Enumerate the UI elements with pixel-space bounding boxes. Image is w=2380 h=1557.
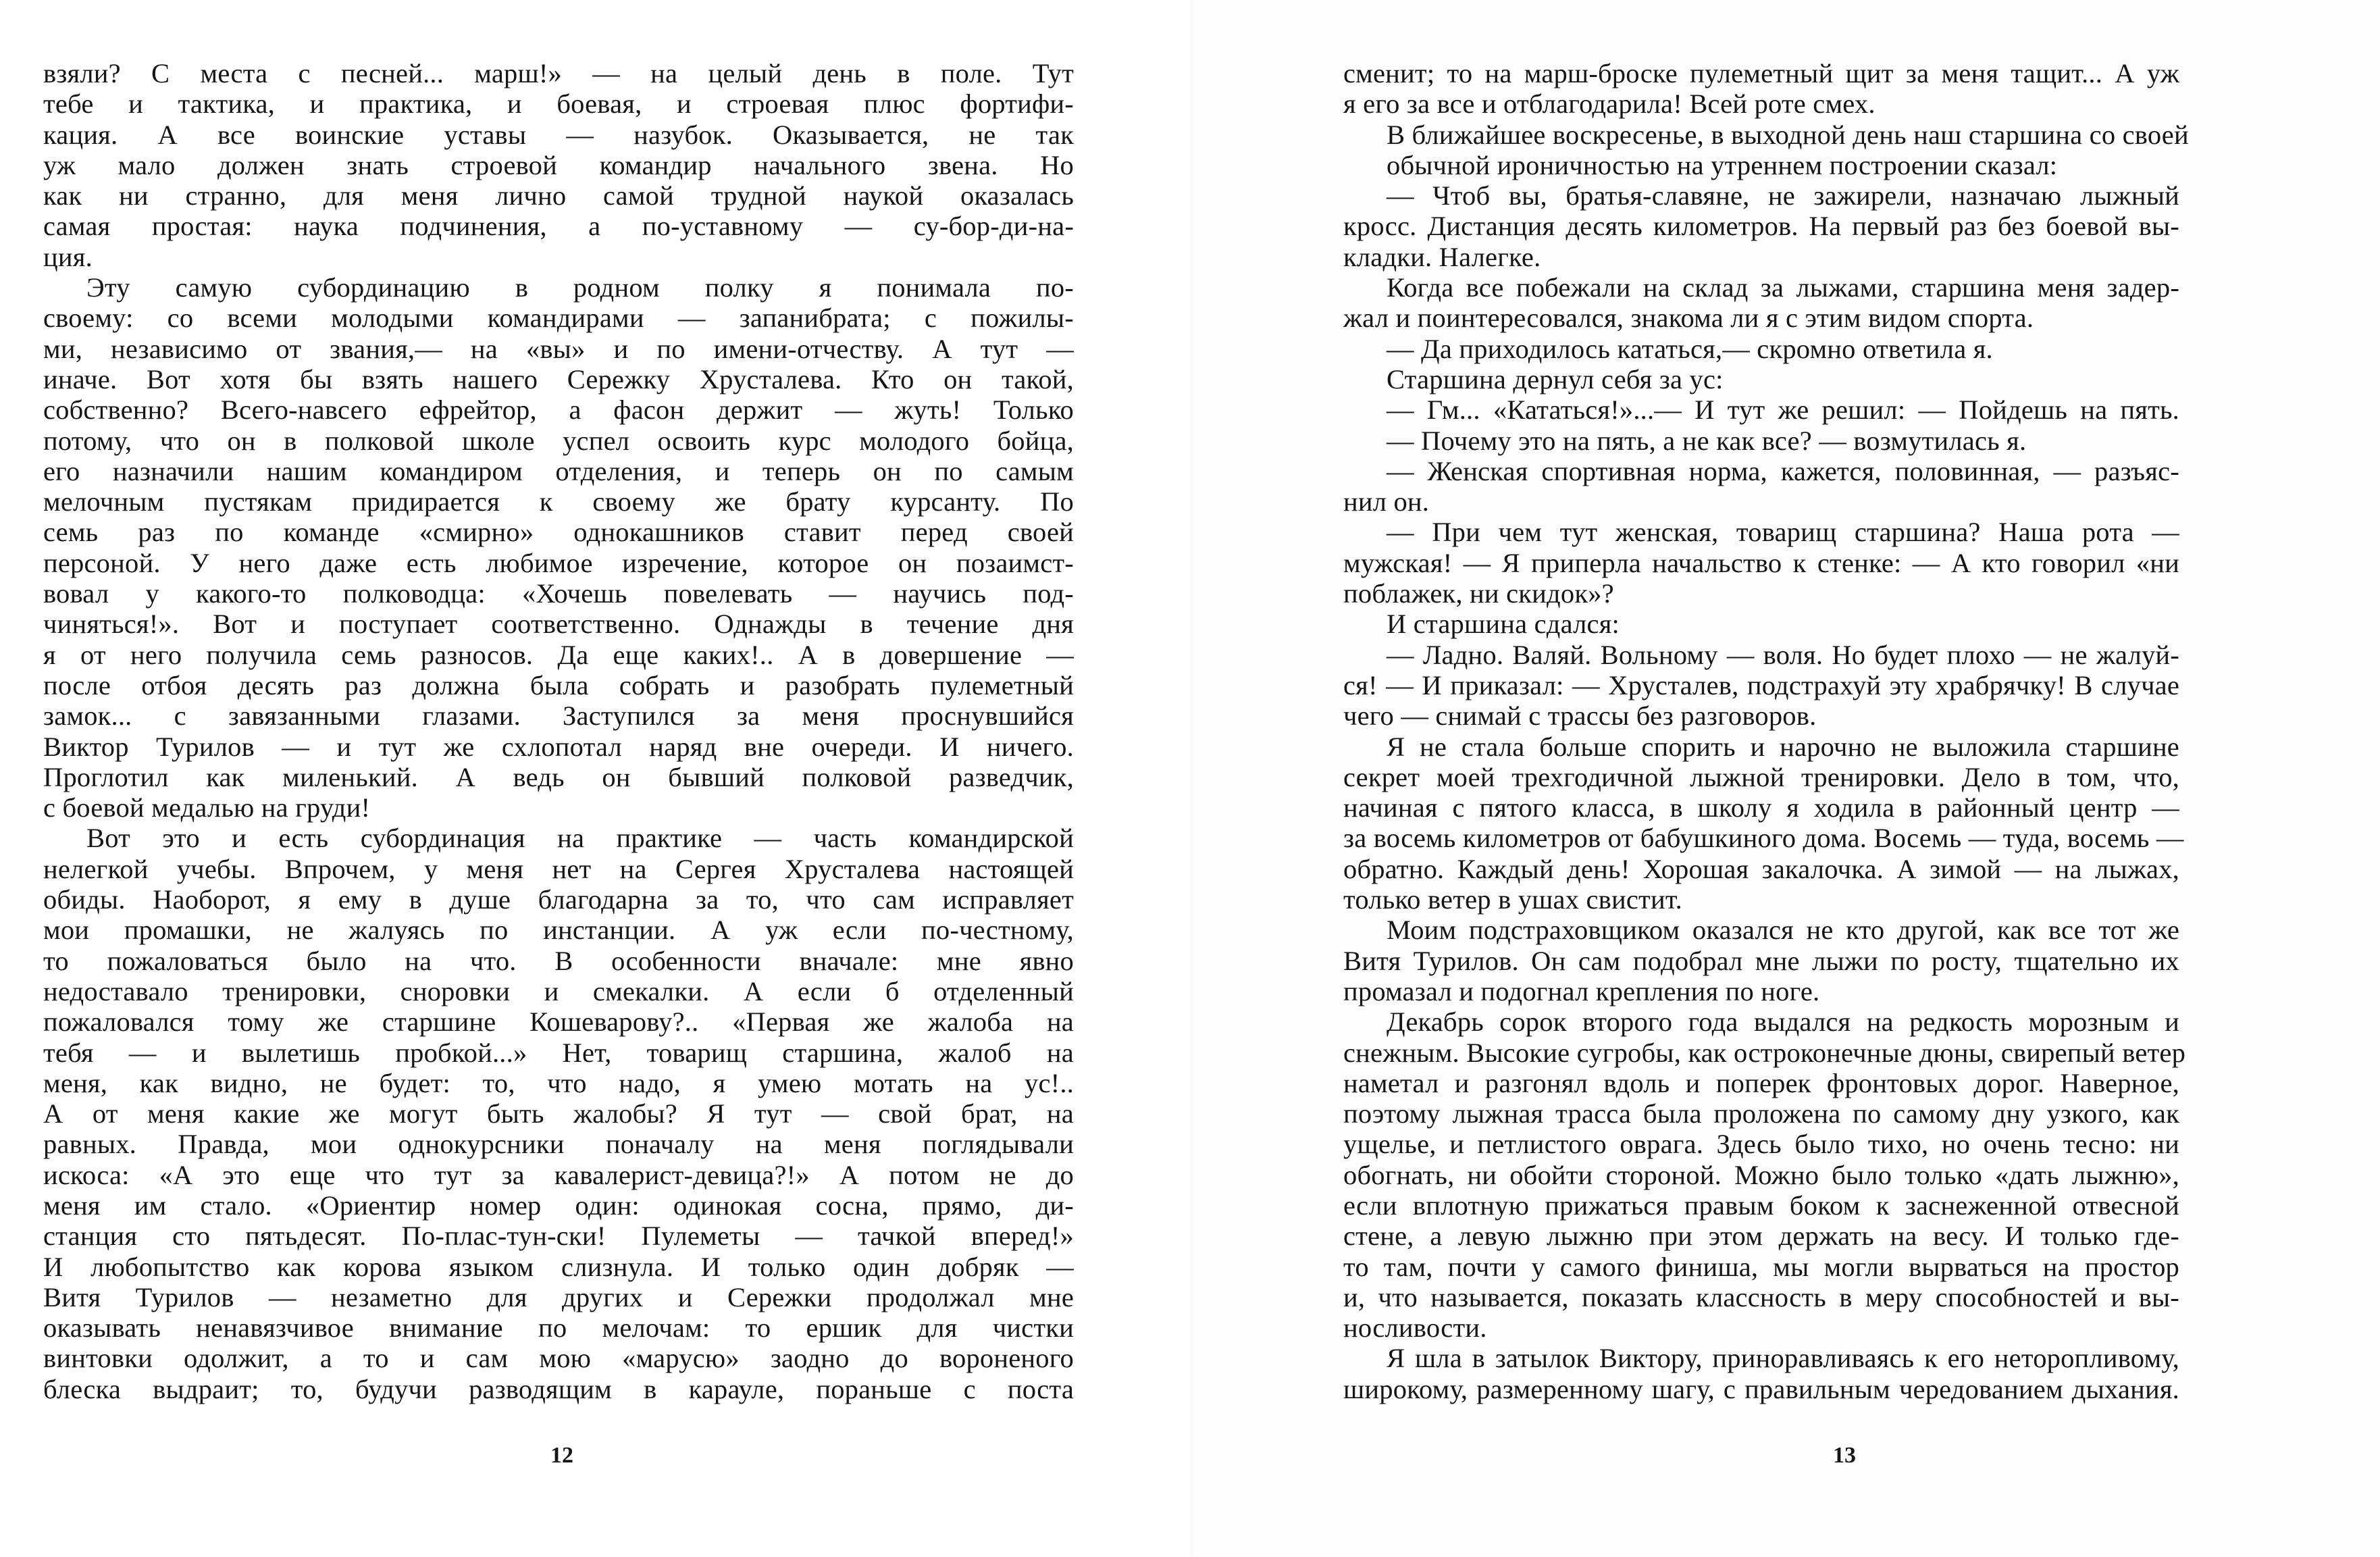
- text-line: после отбоя десять раз должна была собрать и разобрать пулеметный: [43, 669, 1074, 700]
- text-line: мои промашки, не жалуясь по инстанции. А уж если по-честному,: [43, 915, 1074, 946]
- text-line: Старшина дернул себя за ус:: [1387, 363, 1724, 394]
- text-line: я его за все и отблагодарила! Всей роте смех.: [1343, 88, 1875, 120]
- page-number: 13: [1833, 1443, 1856, 1468]
- right-page: [1190, 0, 2380, 1557]
- text-line: его назначили нашим командиром отделения, и теперь он по самым: [43, 455, 1074, 486]
- text-line: обычной ироничностью на утреннем построении сказал:: [1387, 149, 2058, 180]
- text-line: Виктор Турилов — и тут же схлопотал наряд вне очереди. И ничего.: [43, 731, 1074, 762]
- text-line: — Почему это на пять, а не как все? — возмутилась я.: [1387, 425, 2027, 456]
- text-line: мелочным пустякам придирается к своему же брату курсанту. По: [43, 486, 1074, 517]
- text-line: и, что называется, показать классность в меру способностей и вы-: [1343, 1281, 2179, 1312]
- right-page-text: [1343, 58, 2189, 1404]
- text-line: блеска выдраит; то, будучи разводящим в карауле, пораньше с поста: [43, 1373, 1074, 1404]
- text-line: И любопытство как корова языком слизнула. И только один добряк —: [43, 1251, 1074, 1282]
- text-line: собственно? Всего-навсего ефрейтор, а фасон держит — жуть! Только: [43, 394, 1074, 426]
- text-line: Проглотил как миленький. А ведь он бывший полковой разведчик,: [43, 761, 1074, 792]
- page-number: 12: [550, 1443, 573, 1468]
- text-line: тебе и тактика, и практика, и боевая, и строевая плюс фортифи-: [43, 88, 1074, 120]
- text-line: ся! — И приказал: — Хрусталев, подстрахуй эту храбрячку! В случае: [1343, 669, 2179, 700]
- text-line: уж мало должен знать строевой командир начального звена. Но: [43, 149, 1074, 180]
- text-line: начиная с пятого класса, в школу я ходила в районный центр —: [1343, 792, 2179, 823]
- text-line: меня им стало. «Ориентир номер один: одинокая сосна, прямо, ди-: [43, 1190, 1074, 1221]
- text-line: станция сто пятьдесят. По-плас-тун-ски! Пулеметы — тачкой вперед!»: [43, 1221, 1074, 1252]
- text-line: стене, а левую лыжню при этом держать на весу. И только где-: [1343, 1221, 2179, 1252]
- text-line: наметал и разгонял вдоль и поперек фронтовых дорог. Наверное,: [1343, 1067, 2179, 1098]
- text-line: ущелье, и петлистого оврага. Здесь было тихо, но очень тесно: ни: [1343, 1129, 2179, 1160]
- text-line: то пожаловаться было на что. В особенности вначале: мне явно: [43, 945, 1074, 976]
- text-line: меня, как видно, не будет: то, что надо, я умею мотать на ус!..: [43, 1067, 1074, 1098]
- text-line: Я не стала больше спорить и нарочно не выложила старшине: [1387, 731, 2179, 762]
- text-line: за восемь километров от бабушкиного дома. Восемь — туда, восемь —: [1343, 823, 2184, 854]
- left-page-text: [43, 58, 1074, 1404]
- text-line: обратно. Каждый день! Хорошая закалочка. А зимой — на лыжах,: [1343, 853, 2179, 884]
- text-line: мужская! — Я приперла начальство к стенке: — А кто говорил «ни: [1343, 547, 2179, 578]
- text-line: промазал и подогнал крепления по ноге.: [1343, 975, 1820, 1006]
- text-line: тебя — и вылетишь пробкой...» Нет, товарищ старшина, жалоб на: [43, 1037, 1074, 1068]
- text-line: — Гм... «Кататься!»...— И тут же решил: — Пойдешь на пять.: [1387, 394, 2179, 426]
- text-line: Я шла в затылок Виктору, приноравливаясь к его неторопливому,: [1387, 1343, 2179, 1374]
- text-line: Эту самую субординацию в родном полку я понимала по-: [86, 272, 1074, 303]
- text-line: замок... с завязанными глазами. Заступился за меня проснувшийся: [43, 700, 1074, 732]
- text-line: — Ладно. Валяй. Вольному — воля. Но будет плохо — не жалуй-: [1387, 639, 2179, 670]
- text-line: кация. А все воинские уставы — назубок. Оказывается, не так: [43, 119, 1074, 150]
- text-line: — Женская спортивная норма, кажется, половинная, — разъяс-: [1387, 455, 2179, 486]
- text-line: Когда все побежали на склад за лыжами, старшина меня задер-: [1387, 272, 2179, 303]
- text-line: вовал у какого-то полководца: «Хочешь повелевать — научись под-: [43, 578, 1074, 609]
- text-line: искоса: «А это еще что тут за кавалерист-девица?!» А потом не до: [43, 1159, 1074, 1190]
- text-line: нелегкой учебы. Впрочем, у меня нет на Сергея Хрусталева настоящей: [43, 853, 1074, 884]
- text-line: Вот это и есть субординация на практике — часть командирской: [86, 823, 1074, 854]
- text-line: взяли? С места с песней... марш!» — на целый день в поле. Тут: [43, 58, 1074, 88]
- text-line: оказывать ненавязчивое внимание по мелочам: то ершик для чистки: [43, 1312, 1074, 1344]
- text-line: своему: со всеми молодыми командирами — запанибрата; с пожилы-: [43, 303, 1074, 334]
- text-line: равных. Правда, мои однокурсники поначалу на меня поглядывали: [43, 1129, 1074, 1160]
- text-line: с боевой медалью на груди!: [43, 792, 371, 823]
- text-line: как ни странно, для меня лично самой трудной наукой оказалась: [43, 180, 1074, 211]
- text-line: секрет моей трехгодичной лыжной тренировки. Дело в том, что,: [1343, 761, 2179, 792]
- text-line: кладки. Налегке.: [1343, 241, 1541, 272]
- text-line: — Да приходилось кататься,— скромно ответила я.: [1387, 333, 1993, 364]
- text-line: жал и поинтересовался, знакома ли я с этим видом спорта.: [1343, 303, 2034, 334]
- text-line: чего — снимай с трассы без разговоров.: [1343, 700, 1817, 732]
- text-line: Витя Турилов. Он сам подобрал мне лыжи по росту, тщательно их: [1343, 945, 2179, 976]
- text-line: нил он.: [1343, 486, 1430, 517]
- text-line: Витя Турилов — незаметно для других и Сережки продолжал мне: [43, 1281, 1074, 1312]
- text-line: — При чем тут женская, товарищ старшина? Наша рота —: [1387, 517, 2179, 548]
- text-line: самая простая: наука подчинения, а по-уставному — су-бор-ди-на-: [43, 211, 1074, 242]
- text-line: обогнать, ни обойти стороной. Можно было только «дать лыжню»,: [1343, 1159, 2179, 1190]
- text-line: ми, независимо от звания,— на «вы» и по имени-отчеству. А тут —: [43, 333, 1074, 364]
- text-line: Моим подстраховщиком оказался не кто другой, как все тот же: [1387, 915, 2179, 946]
- text-line: я от него получила семь разносов. Да еще каких!.. А в довершение —: [43, 639, 1074, 670]
- text-line: семь раз по команде «смирно» однокашников ставит перед своей: [43, 517, 1074, 548]
- text-line: обиды. Наоборот, я ему в душе благодарна за то, что сам исправляет: [43, 884, 1074, 915]
- text-line: если вплотную прижаться правым боком к заснеженной отвесной: [1343, 1190, 2179, 1221]
- text-line: кросс. Дистанция десять километров. На первый раз без боевой вы-: [1343, 211, 2179, 242]
- text-line: недоставало тренировки, сноровки и смекалки. А если б отделенный: [43, 975, 1074, 1006]
- text-line: только ветер в ушах свистит.: [1343, 884, 1683, 915]
- text-line: ция.: [43, 241, 93, 272]
- text-line: И старшина сдался:: [1387, 609, 1620, 640]
- text-line: персоной. У него даже есть любимое изречение, которое он позаимст-: [43, 547, 1074, 578]
- text-line: чиняться!». Вот и поступает соответственно. Однажды в течение дня: [43, 609, 1074, 640]
- text-line: носливости.: [1343, 1312, 1487, 1344]
- text-line: иначе. Вот хотя бы взять нашего Сережку Хрусталева. Кто он такой,: [43, 363, 1074, 394]
- text-line: сменит; то на марш-броске пулеметный щит за меня тащит... А уж: [1343, 58, 2179, 88]
- text-line: винтовки одолжит, а то и сам мою «марусю» заодно до вороненого: [43, 1343, 1074, 1374]
- text-line: А от меня какие же могут быть жалобы? Я тут — свой брат, на: [43, 1098, 1074, 1129]
- text-line: то там, почти у самого финиша, мы могли вырваться на простор: [1343, 1251, 2179, 1282]
- text-line: — Чтоб вы, братья-славяне, не зажирели, назначаю лыжный: [1387, 180, 2179, 211]
- text-line: поблажек, ни скидок»?: [1343, 578, 1614, 609]
- text-line: потому, что он в полковой школе успел освоить курс молодого бойца,: [43, 425, 1074, 456]
- text-line: В ближайшее воскресенье, в выходной день наш старшина со своей: [1387, 119, 2189, 150]
- text-line: поэтому лыжная трасса была проложена по самому дну узкого, как: [1343, 1098, 2179, 1129]
- text-line: снежным. Высокие сугробы, как остроконечные дюны, свирепый ветер: [1343, 1037, 2186, 1068]
- text-line: Декабрь сорок второго года выдался на редкость морозным и: [1387, 1006, 2179, 1038]
- text-line: пожаловался тому же старшине Кошеварову?.. «Первая же жалоба на: [43, 1006, 1074, 1038]
- text-line: широкому, размеренному шагу, с правильным чередованием дыхания.: [1343, 1373, 2179, 1404]
